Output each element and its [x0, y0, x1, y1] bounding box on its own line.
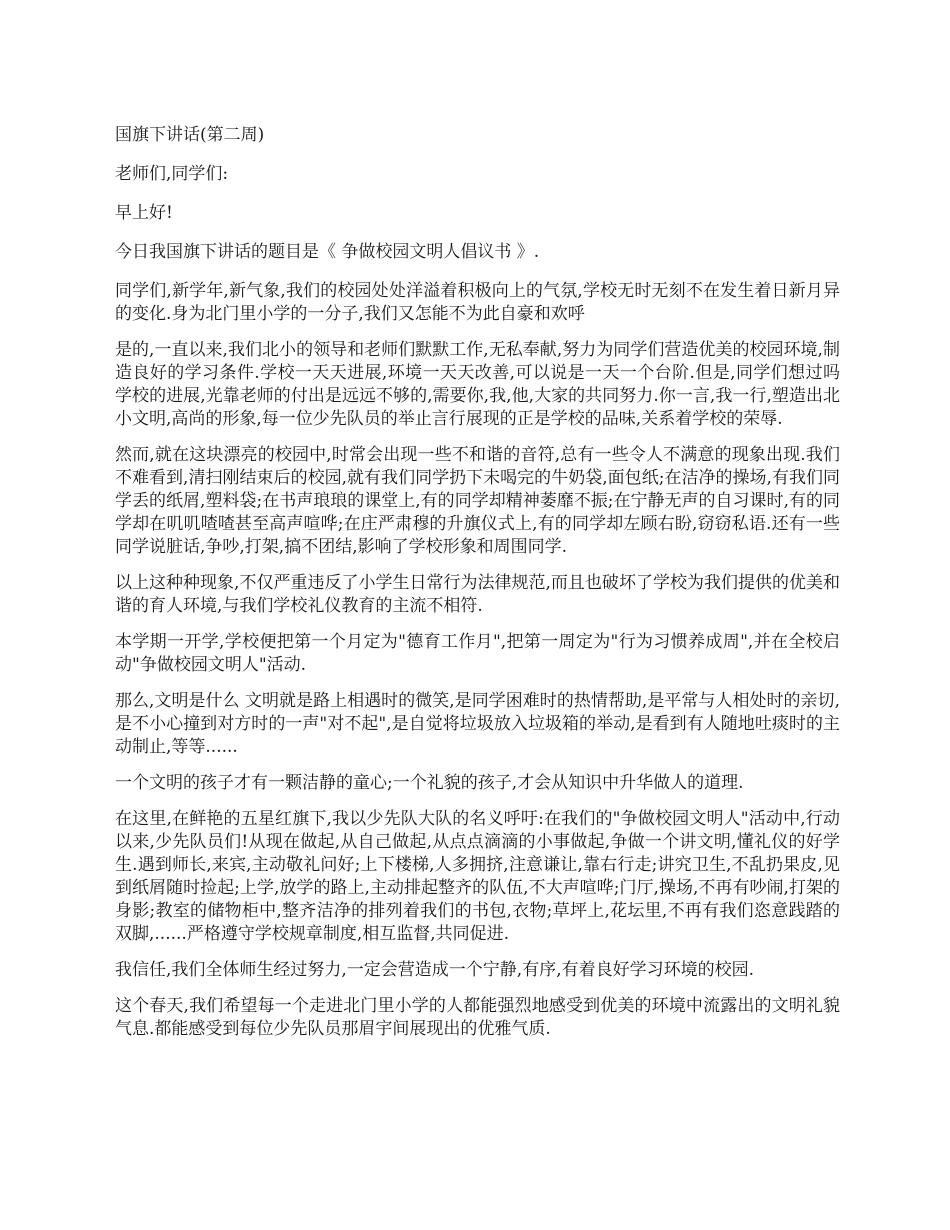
document-title: 国旗下讲话(第二周): [115, 125, 265, 145]
paragraph: 我信任,我们全体师生经过努力,一定会营造成一个宁静,有序,有着良好学习环境的校园.: [115, 960, 755, 980]
paragraph: 同学们,新学年,新气象,我们的校园处处洋溢着积极向上的气氛,学校无时无刻不在发生着日新月异的变化.身为北门里小学的一分子,我们又怎能不为此自豪和欢呼: [115, 281, 840, 324]
paragraph: 然而,就在这块漂亮的校园中,时常会出现一些不和谐的音符,总有一些令人不满意的现象出现.我们不难看到,清扫刚结束后的校园,就有我们同学扔下未喝完的牛奶袋,面包纸;在洁净的操场,有我们同学丢的纸屑,塑料袋;在书声琅琅的课堂上,有的同学却精神萎靡不振;在宁静无声的自习课时,有的同学却在叽叽喳喳甚至高声喧哗;在庄严肃穆的升旗仪式上,有的同学却左顾右盼,窃窃私语.还有一些同学说脏话,争吵,打架,搞不团结,影响了学校形象和周围同学.: [115, 445, 840, 557]
paragraph: 是的,一直以来,我们北小的领导和老师们默默工作,无私奉献,努力为同学们营造优美的校园环境,制造良好的学习条件.学校一天天进展,环境一天天改善,可以说是一天一个台阶.但是,同学们想过吗 学校的进展,光靠老师的付出是远远不够的,需要你,我,他,大家的共同努力.你一言,我一行,塑造出北小文明,高尚的形象,每一位少先队员的举止言行展现的正是学校的品味,关系着学校的荣辱.: [115, 340, 840, 429]
paragraph: 在这里,在鲜艳的五星红旗下,我以少先队大队的名义呼吁:在我们的"争做校园文明人"活动中,行动以来,少先队员们!从现在做起,从自己做起,从点点滴滴的小事做起,争做一个讲文明,懂礼仪的好学生.遇到师长,来宾,主动敬礼问好;上下楼梯,人多拥挤,注意谦让,靠右行走;讲究卫生,不乱扔果皮,见到纸屑随时捡起;上学,放学的路上,主动排起整齐的队伍,不大声喧哗;门厅,操场,不再有吵闹,打架的身影;教室的储物柜中,整齐洁净的排列着我们的书包,衣物;草坪上,花坛里,不再有我们恣意践踏的双脚,......严格遵守学校规章制度,相互监督,共同促进.: [115, 809, 840, 944]
document-page: [115, 124, 840, 1054]
greeting: 早上好!: [115, 203, 173, 223]
closing-paragraph: 这个春天,我们希望每一个走进北门里小学的人都能强烈地感受到优美的环境中流露出的文明礼貌气息.都能感受到每位少先队员那眉宇间展现出的优雅气质.: [115, 996, 840, 1039]
paragraph: 本学期一开学,学校便把第一个月定为"德育工作月",把第一周定为"行为习惯养成周",并在全校启动"争做校园文明人"活动.: [115, 632, 840, 675]
salutation: 老师们,同学们:: [115, 164, 229, 184]
paragraph: 那么,文明是什么 文明就是路上相遇时的微笑,是同学困难时的热情帮助,是平常与人相处时的亲切,是不小心撞到对方时的一声"对不起",是自觉将垃圾放入垃圾箱的举动,是看到有人随地吐痰时的主动制止,等等......: [115, 691, 840, 757]
paragraph: 一个文明的孩子才有一颗洁静的童心;一个礼貌的孩子,才会从知识中升华做人的道理.: [115, 773, 744, 793]
topic-paragraph: 今日我国旗下讲话的题目是《 争做校园文明人倡议书 》.: [115, 242, 540, 262]
paragraph: 以上这种种现象,不仅严重违反了小学生日常行为法律规范,而且也破坏了学校为我们提供的优美和谐的育人环境,与我们学校礼仪教育的主流不相符.: [115, 573, 840, 616]
